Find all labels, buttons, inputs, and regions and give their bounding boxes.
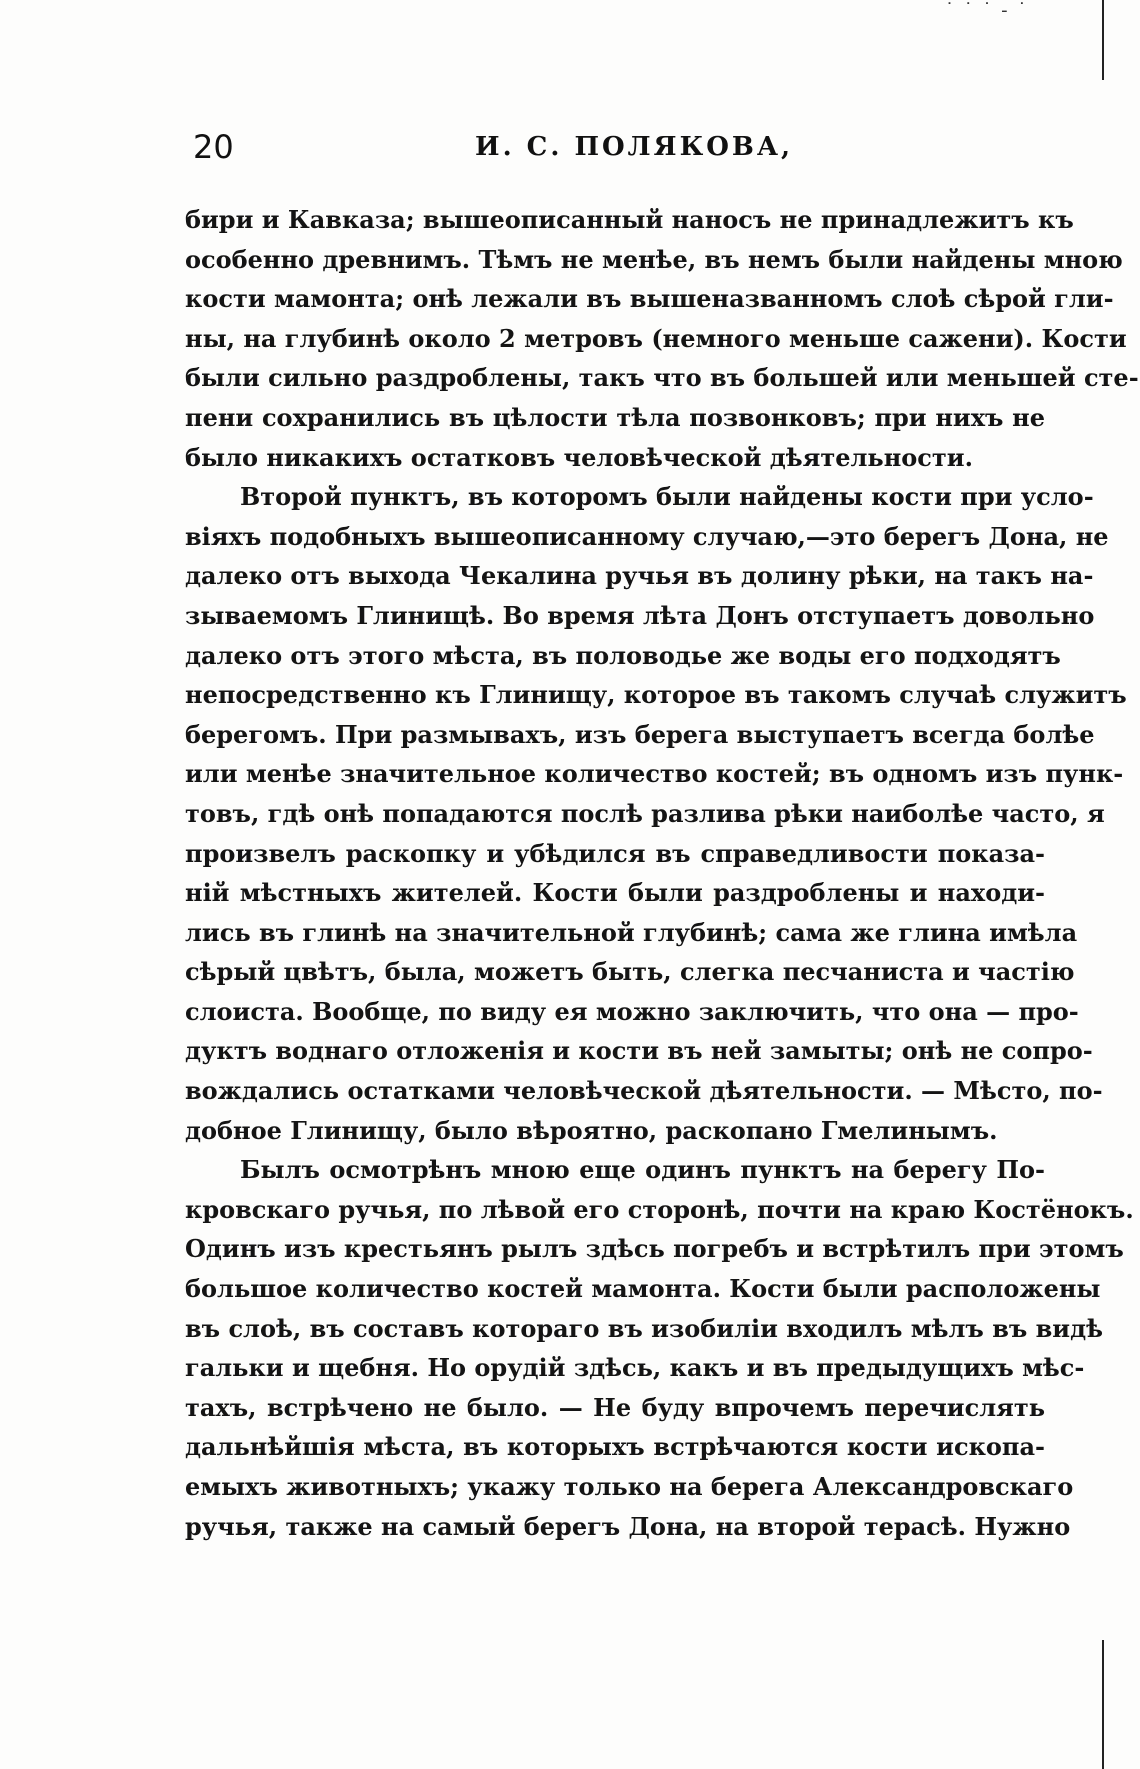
text-line: бири и Кавказа; вышеописанный наносъ не принадлежитъ къ xyxy=(185,205,1074,234)
text-line: кости мамонта; онѣ лежали въ вышеназванномъ слоѣ сѣрой гли- xyxy=(185,284,1114,314)
text-line: тахъ, встрѣчено не было. — Не буду впрочемъ перечислять xyxy=(185,1392,1045,1422)
text-line: гальки и щебня. Но орудій здѣсь, какъ и въ предыдущихъ мѣс- xyxy=(185,1353,1085,1383)
text-line: вождались остатками человѣческой дѣятельности. — Мѣсто, по- xyxy=(185,1076,1103,1106)
text-line: далеко отъ выхода Чекалина ручья въ долину рѣки, на такъ на- xyxy=(185,561,1094,591)
text-line: далеко отъ этого мѣста, въ половодье же воды его подходятъ xyxy=(185,640,1061,670)
text-line: віяхъ подобныхъ вышеописанному случаю,—это берегъ Дона, не xyxy=(185,521,1109,551)
text-line: Одинъ изъ крестьянъ рылъ здѣсь погребъ и встрѣтилъ при этомъ xyxy=(185,1234,1124,1264)
text-line: емыхъ животныхъ; укажу только на берега Александровскаго xyxy=(185,1472,1074,1501)
text-line: Второй пунктъ, въ которомъ были найдены кости при усло- xyxy=(240,482,1094,512)
text-line: или менѣе значительное количество костей; въ одномъ изъ пунк- xyxy=(185,759,1124,789)
text-line: кровскаго ручья, по лѣвой его сторонѣ, почти на краю Костёнокъ. xyxy=(185,1194,1134,1224)
text-line: добное Глинищу, было вѣроятно, раскопано Гмелинымъ. xyxy=(185,1115,998,1145)
text-line: непосредственно къ Глинищу, которое въ такомъ случаѣ служитъ xyxy=(185,680,1127,710)
page-header xyxy=(185,128,1045,178)
text-line: берегомъ. При размывахъ, изъ берега выступаетъ всегда болѣе xyxy=(185,719,1095,749)
text-line: зываемомъ Глинищѣ. Во время лѣта Донъ отступаетъ довольно xyxy=(185,600,1095,630)
text-line: произвелъ раскопку и убѣдился въ справедливости показа- xyxy=(185,838,1045,868)
page-number: 20 xyxy=(193,128,234,166)
text-line: пени сохранились въ цѣлости тѣла позвонковъ; при нихъ не xyxy=(185,402,1045,432)
text-line: товъ, гдѣ онѣ попадаются послѣ разлива рѣки наиболѣе часто, я xyxy=(185,798,1105,828)
text-line: дальнѣйшія мѣста, въ которыхъ встрѣчаются кости ископа- xyxy=(185,1432,1045,1462)
paragraph xyxy=(185,1150,1134,1546)
text-line: ны, на глубинѣ около 2 метровъ (немного меньше сажени). Кости xyxy=(185,323,1127,353)
text-line: сѣрый цвѣтъ, была, можетъ быть, слегка песчаниста и частію xyxy=(185,957,1075,987)
paragraph xyxy=(185,200,1139,477)
running-head: И. С. ПОЛЯКОВА, xyxy=(475,132,794,162)
text-line: ній мѣстныхъ жителей. Кости были раздроблены и находи- xyxy=(185,878,1045,908)
text-line: большое количество костей мамонта. Кости были расположены xyxy=(185,1274,1101,1304)
paragraph xyxy=(185,477,1127,1150)
page-edge-line xyxy=(1102,0,1104,80)
text-line: Былъ осмотрѣнъ мною еще одинъ пунктъ на берегу По- xyxy=(240,1155,1045,1185)
text-line: особенно древнимъ. Тѣмъ не менѣе, въ немъ были найдены мною xyxy=(185,244,1123,274)
body-text xyxy=(185,200,1139,1546)
page-edge-line-lower xyxy=(1102,1640,1104,1769)
text-line: дуктъ воднаго отложенія и кости въ ней замыты; онѣ не сопро- xyxy=(185,1036,1093,1066)
text-line: ручья, также на самый берегъ Дона, на второй терасѣ. Нужно xyxy=(185,1511,1071,1541)
corner-marks: ˙ ˙ ˙ ‑ ˙ xyxy=(945,0,1029,21)
text-line: лись въ глинѣ на значительной глубинѣ; сама же глина имѣла xyxy=(185,917,1078,947)
text-line: были сильно раздроблены, такъ что въ большей или меньшей сте- xyxy=(185,363,1139,393)
text-line: въ слоѣ, въ составъ котораго въ изобиліи входилъ мѣлъ въ видѣ xyxy=(185,1313,1103,1343)
text-line: слоиста. Вообще, по виду ея можно заключить, что она — про- xyxy=(185,996,1079,1026)
text-line: было никакихъ остатковъ человѣческой дѣятельности. xyxy=(185,442,973,472)
